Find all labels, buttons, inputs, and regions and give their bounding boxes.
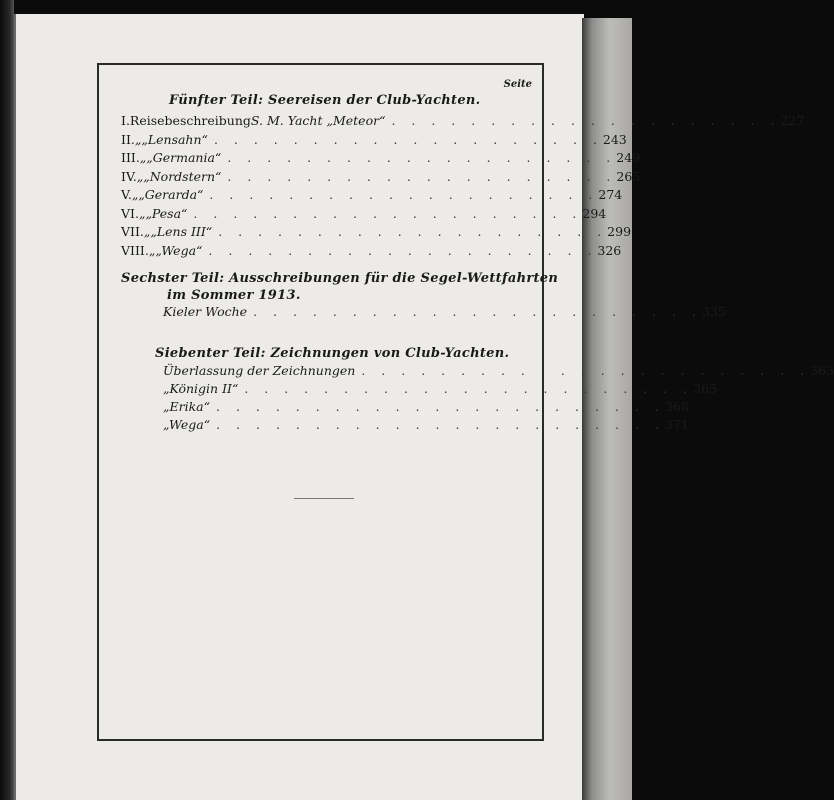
toc-entry — [163, 304, 726, 322]
entry-title: „Gerarda“ — [138, 187, 204, 202]
toc-entry — [163, 381, 718, 399]
toc-entry — [121, 242, 622, 261]
leader-dots: . . . . . . . . . . . . . . . . . . . . — [227, 168, 617, 184]
toc-entry — [163, 363, 834, 381]
leader-dots: . . . . . . . . . . . . . . . . . . . . — [193, 205, 583, 221]
leader-dots: . . . . . . . . . . . . . . . . . . . . — [208, 242, 598, 258]
leader-dots: . . . . . . . . . . . . . . . . . . . . . . . — [253, 304, 702, 319]
contents-frame — [97, 63, 834, 741]
toc-entry — [121, 131, 627, 150]
ditto-mark: „ — [143, 224, 151, 239]
leader-dots: . . . . . . . . . . . . . . . . . . . . — [218, 224, 608, 239]
leader-dots: . . . . . . . . . . . . . . . . . . . . . . . — [361, 363, 811, 378]
entry-page-number: 227 — [780, 113, 805, 128]
ditto-mark: „ — [131, 187, 139, 202]
entry-page-number: 249 — [616, 150, 641, 165]
entry-title: „Wega“ — [155, 242, 203, 258]
entry-title: „Nordstern“ — [143, 168, 222, 184]
ditto-mark: „ — [139, 150, 147, 165]
section-title-6-line1: Sechster Teil: Ausschreibungen für die Segel-Wettfahrten — [121, 271, 559, 286]
toc-entry — [121, 168, 641, 187]
section-title-7: Siebenter Teil: Zeichnungen von Club-Yachten. — [155, 346, 510, 361]
leader-dots: . . . . . . . . . . . . . . . . . . . . — [227, 150, 617, 165]
toc-entry — [121, 113, 805, 131]
toc-entry — [121, 205, 607, 224]
leader-dots: . . . . . . . . . . . . . . . . . . . . . . . — [216, 399, 665, 414]
toc-entry — [121, 150, 641, 168]
entry-title: „Lens III“ — [150, 224, 213, 239]
entry-page-number: 265 — [616, 168, 641, 184]
entry-page-number: 243 — [602, 131, 627, 147]
ditto-mark: „ — [134, 131, 142, 147]
entry-page-number: 365 — [693, 381, 718, 396]
entry-title: S. M. Yacht „Meteor“ — [250, 113, 386, 128]
leader-dots: . . . . . . . . . . . . . . . . . . . . . . . — [216, 417, 665, 432]
entry-title: „Lensahn“ — [141, 131, 208, 147]
entry-number: II. — [121, 131, 135, 147]
book-left-edge — [0, 0, 14, 800]
entry-number: III. — [121, 150, 140, 165]
entry-page-number: 326 — [597, 242, 622, 258]
entry-title: „Wega“ — [163, 417, 211, 432]
entry-title: Kieler Woche — [163, 304, 248, 319]
entry-number: IV. — [121, 168, 137, 184]
entry-number: VII. — [121, 224, 144, 239]
entry-page-number: 363 — [810, 363, 834, 378]
entry-title: „Pesa“ — [145, 205, 188, 221]
toc-entry — [121, 187, 623, 205]
entry-page-number: 274 — [598, 187, 623, 202]
separator-rule — [294, 498, 354, 499]
ditto-mark: „ — [138, 205, 146, 221]
entry-title: „Germania“ — [146, 150, 222, 165]
toc-entry — [121, 224, 632, 242]
page-column-header: Seite — [503, 79, 532, 90]
entry-number: VIII. — [121, 242, 149, 258]
entry-page-number: 299 — [607, 224, 632, 239]
entry-title: „Erika“ — [163, 399, 210, 414]
entry-title: „Königin II“ — [163, 381, 239, 396]
ditto-mark: „ — [136, 168, 144, 184]
leader-dots: . . . . . . . . . . . . . . . . . . . . . . . — [244, 381, 694, 396]
leader-dots: . . . . . . . . . . . . . . . . . . . . — [391, 113, 781, 128]
entry-page-number: 368 — [664, 399, 689, 414]
entry-title: Überlassung der Zeichnungen — [163, 363, 356, 378]
leader-dots: . . . . . . . . . . . . . . . . . . . . — [213, 131, 603, 147]
toc-entry — [163, 417, 689, 435]
entry-page-number: 335 — [701, 304, 726, 319]
entry-number: I. — [121, 113, 130, 128]
entry-number: VI. — [121, 205, 139, 221]
section-title-6-line2: im Sommer 1913. — [167, 288, 301, 303]
entry-prefix: Reisebeschreibung — [129, 113, 251, 128]
entry-number: V. — [121, 187, 132, 202]
section-title-5: Fünfter Teil: Seereisen der Club-Yachten. — [169, 93, 481, 108]
ditto-mark: „ — [148, 242, 156, 258]
toc-entry — [163, 399, 689, 417]
entry-page-number: 371 — [664, 417, 689, 432]
entry-page-number: 294 — [582, 205, 607, 221]
leader-dots: . . . . . . . . . . . . . . . . . . . . — [209, 187, 599, 202]
